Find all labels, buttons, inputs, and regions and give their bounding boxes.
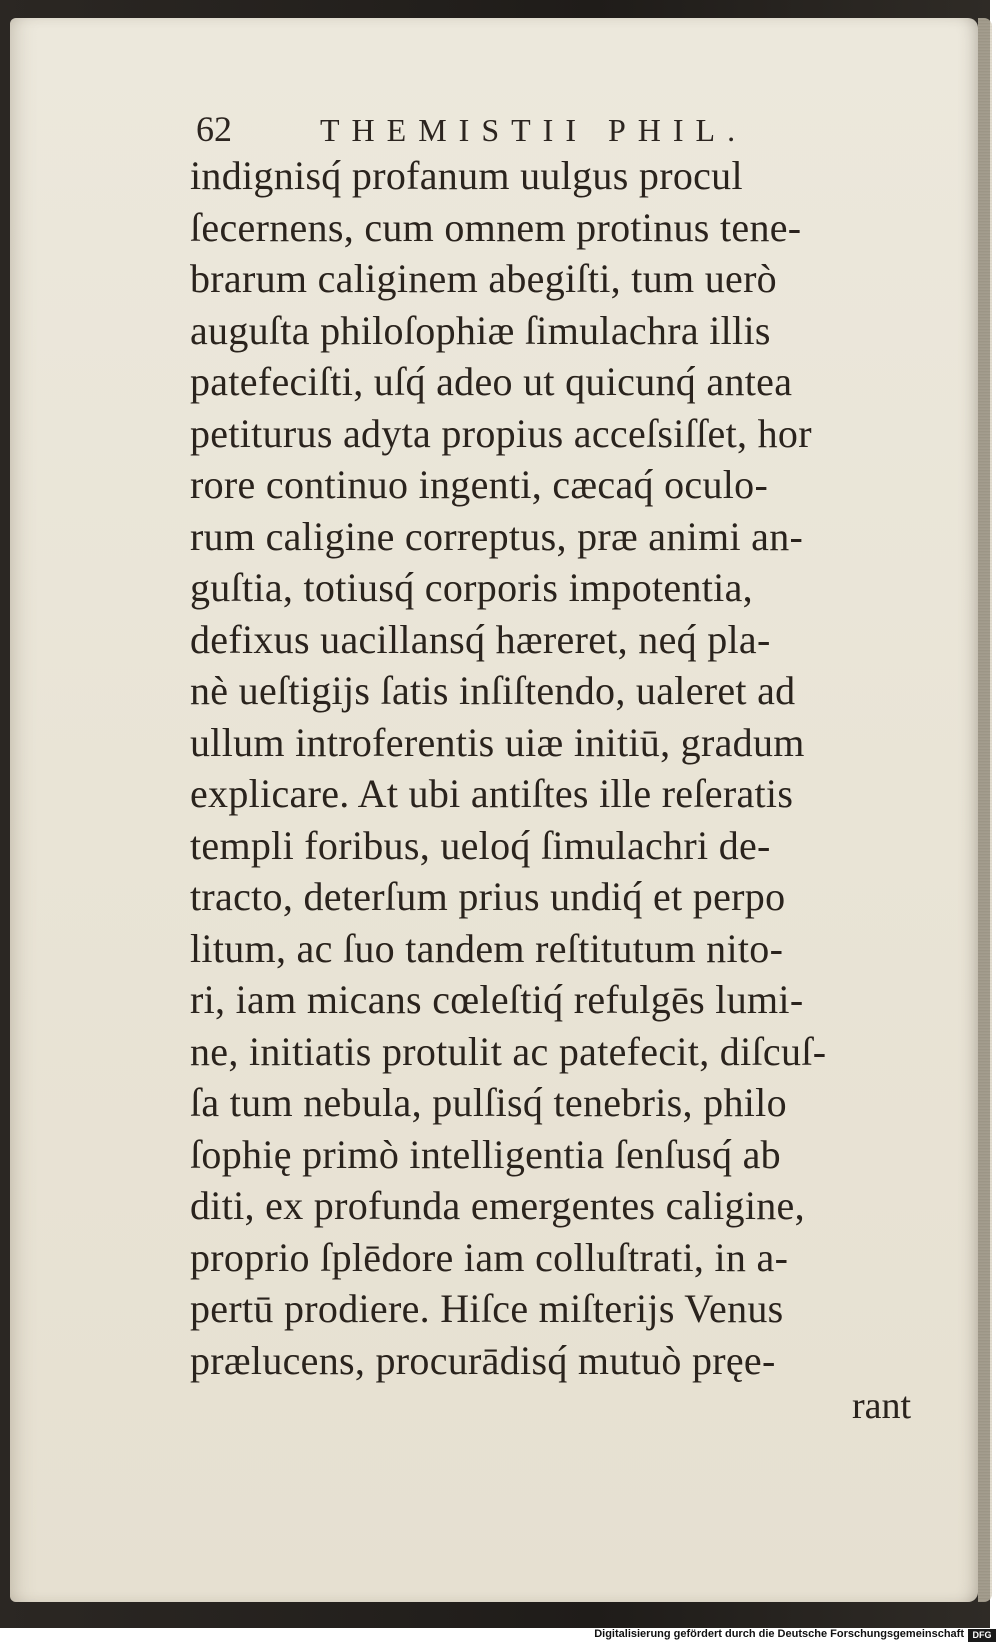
text-line: pertū prodiere. Hiſce miſterijs Venus (190, 1286, 784, 1331)
text-line: rore continuo ingenti, cæcaq́ oculo- (190, 462, 769, 507)
page-fore-edge (978, 18, 992, 1602)
text-line: rum caligine correptus, præ animi an- (190, 513, 804, 559)
text-line: prælucens, procurādisq́ mutuò pręe- (190, 1337, 776, 1383)
text-line: guſtia, totiusq́ corporis impotentia, (190, 565, 753, 610)
text-line: nè ueſtigijs ſatis inſiſtendo, ualeret ad (190, 668, 796, 713)
text-line: litum, ac ſuo tandem reſtitutum nito- (190, 925, 784, 971)
text-line: diti, ex profunda emergentes caligine, (190, 1183, 805, 1228)
text-line: indignisq́ profanum uulgus procul (190, 153, 743, 198)
text-line: ri, iam micans cœleſtiq́ refulgēs lumi- (190, 977, 804, 1022)
text-line: tracto, deterſum prius undiq́ et perpo (190, 874, 786, 919)
text-line: ſa tum nebula, pulſisq́ tenebris, philo (190, 1080, 787, 1125)
text-line: auguſta philoſophiæ ſimulachra illis (190, 307, 771, 353)
page-number: 62 (196, 109, 232, 149)
page-header (196, 108, 836, 152)
text-line: templi foribus, ueloq́ ſimulachri de- (190, 822, 771, 868)
text-line: defixus uacillansq́ hæreret, neq́ pla- (190, 616, 771, 662)
catchword: rant (852, 1385, 912, 1427)
digitization-credit: Digitalisierung gefördert durch die Deutsche Forschungsgemeinschaft (594, 1628, 964, 1640)
footer (0, 1628, 1000, 1644)
running-title: THEMISTII PHIL. (320, 112, 748, 148)
text-line: explicare. At ubi antiſtes ille reſeratis (190, 771, 794, 816)
text-line: petiturus adyta propius acceſsiſſet, hor (190, 410, 812, 456)
text-line: ne, initiatis protulit ac patefecit, diſcuſ- (190, 1028, 827, 1074)
text-line: ſecernens, cum omnem protinus tene- (190, 204, 802, 250)
text-line: proprio ſplēdore iam colluſtrati, in a- (190, 1234, 789, 1280)
text-line: ullum introferentis uiæ initiū, gradum (190, 719, 805, 765)
dfg-logo: DFG (968, 1629, 996, 1642)
text-line: brarum caliginem abegiſti, tum uerò (190, 256, 777, 301)
text-line: ſophię primò intelligentia ſenſusq́ ab (190, 1131, 781, 1177)
main-text (190, 150, 930, 1386)
text-line: patefeciſti, uſq́ adeo ut quicunq́ antea (190, 359, 793, 404)
